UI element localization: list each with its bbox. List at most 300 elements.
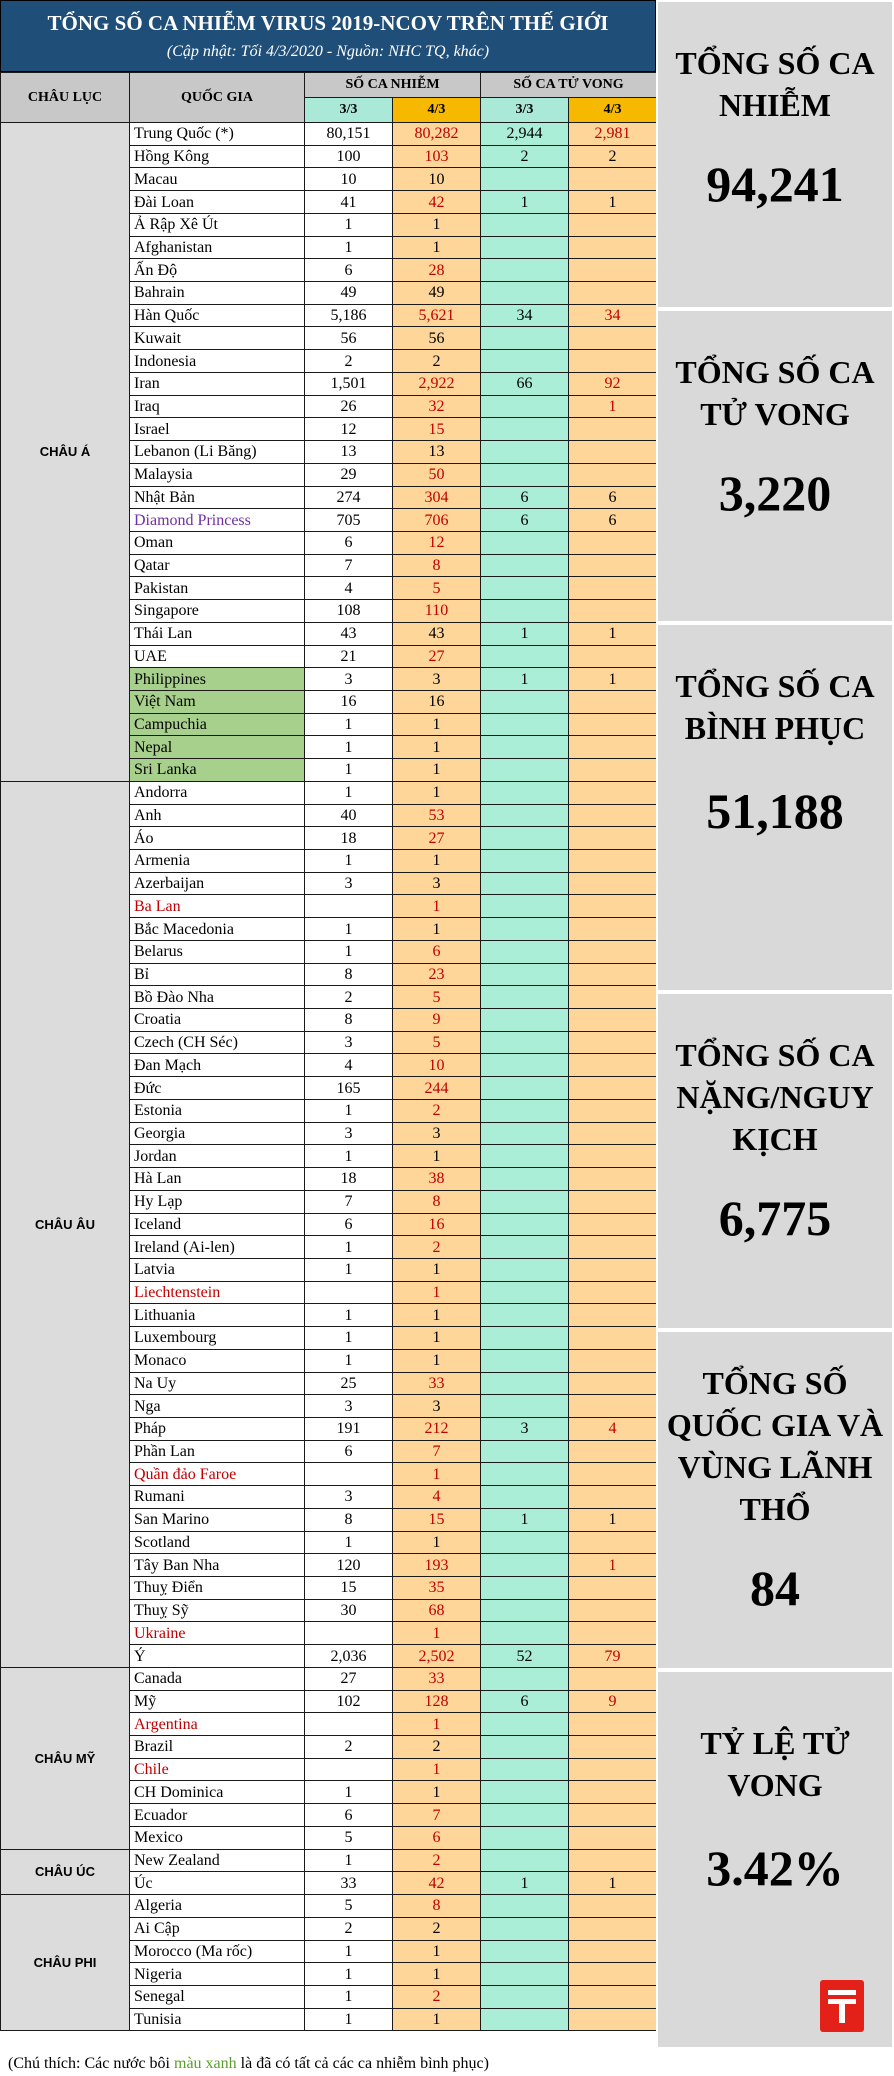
country-cell: Qatar — [130, 554, 305, 577]
cases-4-3-cell: 3 — [393, 1122, 481, 1145]
country-cell: Kuwait — [130, 327, 305, 350]
country-cell: UAE — [130, 645, 305, 668]
deaths-4-3-cell — [569, 1804, 657, 1827]
cases-4-3-cell: 2 — [393, 1236, 481, 1259]
cases-3-3-cell: 108 — [305, 600, 393, 623]
country-cell: Ý — [130, 1645, 305, 1668]
cases-4-3-cell: 1 — [393, 895, 481, 918]
cases-4-3-cell: 2 — [393, 1985, 481, 2008]
deaths-3-3-cell — [481, 1463, 569, 1486]
deaths-4-3-cell — [569, 1077, 657, 1100]
country-cell: San Marino — [130, 1508, 305, 1531]
cases-4-3-cell: 1 — [393, 1349, 481, 1372]
cases-4-3-cell: 1 — [393, 1258, 481, 1281]
header-deaths: SỐ CA TỬ VONG — [481, 73, 657, 98]
deaths-4-3-cell — [569, 872, 657, 895]
country-cell: Iraq — [130, 395, 305, 418]
cases-3-3-cell: 2 — [305, 1736, 393, 1759]
deaths-3-3-cell — [481, 918, 569, 941]
deaths-4-3-cell — [569, 1009, 657, 1032]
deaths-4-3-cell — [569, 713, 657, 736]
cases-3-3-cell: 5,186 — [305, 304, 393, 327]
deaths-3-3-cell — [481, 759, 569, 782]
stat-label: TỔNG SỐ QUỐC GIA VÀ VÙNG LÃNH THỔ — [666, 1365, 884, 1527]
deaths-3-3-cell — [481, 1826, 569, 1849]
deaths-4-3-cell: 1 — [569, 1508, 657, 1531]
deaths-4-3-cell — [569, 168, 657, 191]
deaths-3-3-cell: 34 — [481, 304, 569, 327]
stat-label: TỶ LỆ TỬ VONG — [700, 1725, 850, 1803]
cases-3-3-cell: 705 — [305, 509, 393, 532]
deaths-3-3-cell — [481, 1395, 569, 1418]
country-cell: Latvia — [130, 1258, 305, 1281]
country-cell: Czech (CH Séc) — [130, 1031, 305, 1054]
country-cell: Úc — [130, 1872, 305, 1895]
country-cell: Na Uy — [130, 1372, 305, 1395]
country-cell: Việt Nam — [130, 690, 305, 713]
deaths-4-3-cell — [569, 1099, 657, 1122]
cases-3-3-cell: 43 — [305, 622, 393, 645]
country-cell: Đức — [130, 1077, 305, 1100]
deaths-4-3-cell — [569, 963, 657, 986]
cases-3-3-cell: 1 — [305, 236, 393, 259]
header-cases-date1: 3/3 — [305, 98, 393, 123]
cases-4-3-cell: 28 — [393, 259, 481, 282]
continent-cell: CHÂU MỸ — [1, 1667, 130, 1849]
deaths-3-3-cell — [481, 327, 569, 350]
cases-4-3-cell: 7 — [393, 1440, 481, 1463]
cases-3-3-cell: 1 — [305, 1145, 393, 1168]
deaths-3-3-cell — [481, 1917, 569, 1940]
deaths-3-3-cell — [481, 827, 569, 850]
cases-4-3-cell: 244 — [393, 1077, 481, 1100]
cases-4-3-cell: 1 — [393, 236, 481, 259]
country-cell: Thuỵ Sỹ — [130, 1599, 305, 1622]
cases-3-3-cell: 1 — [305, 1531, 393, 1554]
deaths-4-3-cell — [569, 1190, 657, 1213]
country-cell: Malaysia — [130, 463, 305, 486]
deaths-4-3-cell — [569, 1963, 657, 1986]
cases-4-3-cell: 15 — [393, 1508, 481, 1531]
deaths-4-3-cell: 9 — [569, 1690, 657, 1713]
cases-4-3-cell: 5 — [393, 577, 481, 600]
deaths-3-3-cell — [481, 1349, 569, 1372]
deaths-3-3-cell: 3 — [481, 1417, 569, 1440]
deaths-3-3-cell — [481, 577, 569, 600]
cases-3-3-cell: 8 — [305, 963, 393, 986]
country-cell: Macau — [130, 168, 305, 191]
country-cell: Mexico — [130, 1826, 305, 1849]
country-cell: Belarus — [130, 940, 305, 963]
cases-4-3-cell: 1 — [393, 1940, 481, 1963]
deaths-3-3-cell — [481, 1963, 569, 1986]
deaths-4-3-cell — [569, 827, 657, 850]
country-cell: Thái Lan — [130, 622, 305, 645]
cases-4-3-cell: 56 — [393, 327, 481, 350]
header-cases: SỐ CA NHIỄM — [305, 73, 481, 98]
deaths-4-3-cell: 1 — [569, 1872, 657, 1895]
cases-3-3-cell: 1 — [305, 1781, 393, 1804]
deaths-3-3-cell: 52 — [481, 1645, 569, 1668]
cases-4-3-cell: 9 — [393, 1009, 481, 1032]
cases-4-3-cell: 8 — [393, 554, 481, 577]
deaths-4-3-cell — [569, 1849, 657, 1872]
deaths-3-3-cell — [481, 463, 569, 486]
deaths-3-3-cell — [481, 2008, 569, 2031]
deaths-4-3-cell: 79 — [569, 1645, 657, 1668]
deaths-4-3-cell — [569, 850, 657, 873]
stat-box — [656, 623, 894, 992]
footnote-green: màu xanh — [174, 2055, 237, 2072]
cases-3-3-cell: 1 — [305, 736, 393, 759]
deaths-4-3-cell: 1 — [569, 622, 657, 645]
deaths-3-3-cell — [481, 986, 569, 1009]
cases-4-3-cell: 12 — [393, 531, 481, 554]
deaths-3-3-cell — [481, 1327, 569, 1350]
country-cell: Tunisia — [130, 2008, 305, 2031]
deaths-4-3-cell — [569, 1213, 657, 1236]
header-country: QUỐC GIA — [130, 73, 305, 123]
country-cell: Ecuador — [130, 1804, 305, 1827]
cases-3-3-cell: 120 — [305, 1554, 393, 1577]
cases-4-3-cell: 2 — [393, 1099, 481, 1122]
cases-3-3-cell — [305, 1758, 393, 1781]
country-cell: Pakistan — [130, 577, 305, 600]
deaths-4-3-cell — [569, 350, 657, 373]
cases-3-3-cell: 165 — [305, 1077, 393, 1100]
table-row — [1, 1895, 657, 1918]
deaths-3-3-cell — [481, 1372, 569, 1395]
cases-4-3-cell: 13 — [393, 441, 481, 464]
deaths-3-3-cell — [481, 1077, 569, 1100]
cases-4-3-cell: 1 — [393, 1531, 481, 1554]
country-cell: Azerbaijan — [130, 872, 305, 895]
country-cell: Phần Lan — [130, 1440, 305, 1463]
country-cell: Đan Mạch — [130, 1054, 305, 1077]
cases-3-3-cell: 6 — [305, 531, 393, 554]
cases-4-3-cell: 1 — [393, 213, 481, 236]
deaths-4-3-cell — [569, 1940, 657, 1963]
cases-4-3-cell: 23 — [393, 963, 481, 986]
country-cell: Diamond Princess — [130, 509, 305, 532]
cases-3-3-cell: 1 — [305, 213, 393, 236]
continent-cell: CHÂU ÂU — [1, 781, 130, 1667]
cases-3-3-cell: 2 — [305, 986, 393, 1009]
deaths-4-3-cell — [569, 804, 657, 827]
country-cell: Hồng Kông — [130, 145, 305, 168]
country-cell: Singapore — [130, 600, 305, 623]
country-cell: Georgia — [130, 1122, 305, 1145]
deaths-4-3-cell — [569, 1599, 657, 1622]
deaths-3-3-cell — [481, 1054, 569, 1077]
stat-box — [656, 1330, 894, 1670]
cases-4-3-cell: 10 — [393, 1054, 481, 1077]
deaths-3-3-cell — [481, 1304, 569, 1327]
deaths-4-3-cell: 92 — [569, 372, 657, 395]
cases-4-3-cell: 1 — [393, 736, 481, 759]
cases-4-3-cell: 1 — [393, 1713, 481, 1736]
deaths-3-3-cell: 1 — [481, 1872, 569, 1895]
deaths-3-3-cell — [481, 1804, 569, 1827]
deaths-4-3-cell: 1 — [569, 1554, 657, 1577]
header-deaths-date1: 3/3 — [481, 98, 569, 123]
cases-4-3-cell: 80,282 — [393, 123, 481, 146]
cases-3-3-cell: 33 — [305, 1872, 393, 1895]
deaths-3-3-cell — [481, 963, 569, 986]
country-cell: Mỹ — [130, 1690, 305, 1713]
country-cell: Áo — [130, 827, 305, 850]
country-cell: Chile — [130, 1758, 305, 1781]
country-cell: Ukraine — [130, 1622, 305, 1645]
deaths-4-3-cell: 34 — [569, 304, 657, 327]
deaths-3-3-cell: 1 — [481, 191, 569, 214]
deaths-3-3-cell: 1 — [481, 668, 569, 691]
cases-4-3-cell: 49 — [393, 282, 481, 305]
deaths-3-3-cell — [481, 1486, 569, 1509]
cases-3-3-cell: 2,036 — [305, 1645, 393, 1668]
deaths-4-3-cell — [569, 759, 657, 782]
deaths-4-3-cell — [569, 1531, 657, 1554]
cases-4-3-cell: 32 — [393, 395, 481, 418]
deaths-4-3-cell: 2,981 — [569, 123, 657, 146]
deaths-4-3-cell — [569, 531, 657, 554]
deaths-3-3-cell — [481, 1440, 569, 1463]
country-cell: Tây Ban Nha — [130, 1554, 305, 1577]
cases-4-3-cell: 42 — [393, 1872, 481, 1895]
cases-3-3-cell: 41 — [305, 191, 393, 214]
country-cell: Rumani — [130, 1486, 305, 1509]
cases-4-3-cell: 212 — [393, 1417, 481, 1440]
deaths-4-3-cell — [569, 940, 657, 963]
deaths-4-3-cell — [569, 1168, 657, 1191]
deaths-4-3-cell — [569, 441, 657, 464]
country-cell: Philippines — [130, 668, 305, 691]
cases-3-3-cell: 6 — [305, 259, 393, 282]
cases-3-3-cell — [305, 1622, 393, 1645]
cases-4-3-cell: 27 — [393, 827, 481, 850]
cases-4-3-cell: 4 — [393, 1486, 481, 1509]
country-cell: Campuchia — [130, 713, 305, 736]
cases-3-3-cell: 3 — [305, 872, 393, 895]
cases-3-3-cell: 3 — [305, 1122, 393, 1145]
deaths-4-3-cell — [569, 1349, 657, 1372]
cases-3-3-cell: 4 — [305, 1054, 393, 1077]
country-cell: Đài Loan — [130, 191, 305, 214]
deaths-4-3-cell — [569, 259, 657, 282]
cases-4-3-cell: 1 — [393, 781, 481, 804]
cases-3-3-cell — [305, 1281, 393, 1304]
deaths-3-3-cell — [481, 940, 569, 963]
cases-3-3-cell: 274 — [305, 486, 393, 509]
cases-4-3-cell: 68 — [393, 1599, 481, 1622]
deaths-3-3-cell — [481, 554, 569, 577]
cases-4-3-cell: 5,621 — [393, 304, 481, 327]
cases-4-3-cell: 42 — [393, 191, 481, 214]
cases-4-3-cell: 2 — [393, 1736, 481, 1759]
country-cell: Luxembourg — [130, 1327, 305, 1350]
country-cell: Lebanon (Li Băng) — [130, 441, 305, 464]
cases-3-3-cell: 25 — [305, 1372, 393, 1395]
country-cell: Liechtenstein — [130, 1281, 305, 1304]
cases-3-3-cell: 13 — [305, 441, 393, 464]
cases-3-3-cell: 1 — [305, 1327, 393, 1350]
cases-3-3-cell: 26 — [305, 395, 393, 418]
cases-4-3-cell: 304 — [393, 486, 481, 509]
deaths-4-3-cell — [569, 1031, 657, 1054]
country-cell: Jordan — [130, 1145, 305, 1168]
deaths-3-3-cell — [481, 1258, 569, 1281]
deaths-4-3-cell: 6 — [569, 486, 657, 509]
deaths-3-3-cell — [481, 1622, 569, 1645]
country-cell: Algeria — [130, 1895, 305, 1918]
country-cell: Afghanistan — [130, 236, 305, 259]
deaths-4-3-cell: 1 — [569, 668, 657, 691]
deaths-4-3-cell — [569, 1327, 657, 1350]
deaths-3-3-cell — [481, 1758, 569, 1781]
deaths-4-3-cell — [569, 1258, 657, 1281]
cases-4-3-cell: 1 — [393, 1758, 481, 1781]
deaths-4-3-cell — [569, 781, 657, 804]
country-cell: Pháp — [130, 1417, 305, 1440]
country-cell: CH Dominica — [130, 1781, 305, 1804]
deaths-3-3-cell — [481, 1849, 569, 1872]
deaths-4-3-cell — [569, 1895, 657, 1918]
stat-value: 3,220 — [718, 465, 832, 521]
cases-4-3-cell: 706 — [393, 509, 481, 532]
stat-value: 6,775 — [718, 1190, 832, 1246]
cases-4-3-cell: 35 — [393, 1577, 481, 1600]
cases-4-3-cell: 8 — [393, 1190, 481, 1213]
country-cell: Bỉ — [130, 963, 305, 986]
cases-4-3-cell: 1 — [393, 713, 481, 736]
cases-3-3-cell: 29 — [305, 463, 393, 486]
deaths-3-3-cell — [481, 1145, 569, 1168]
deaths-3-3-cell — [481, 872, 569, 895]
cases-3-3-cell: 191 — [305, 1417, 393, 1440]
deaths-4-3-cell — [569, 1372, 657, 1395]
header-continent: CHÂU LỤC — [1, 73, 130, 123]
cases-3-3-cell: 1 — [305, 1099, 393, 1122]
cases-4-3-cell: 3 — [393, 872, 481, 895]
cases-3-3-cell: 49 — [305, 282, 393, 305]
country-cell: Bồ Đào Nha — [130, 986, 305, 1009]
table-body — [1, 123, 657, 2031]
deaths-4-3-cell — [569, 1577, 657, 1600]
deaths-3-3-cell — [481, 1281, 569, 1304]
cases-3-3-cell: 6 — [305, 1440, 393, 1463]
cases-3-3-cell: 2 — [305, 350, 393, 373]
cases-3-3-cell: 2 — [305, 1917, 393, 1940]
deaths-3-3-cell: 6 — [481, 1690, 569, 1713]
country-cell: Trung Quốc (*) — [130, 123, 305, 146]
deaths-4-3-cell — [569, 213, 657, 236]
deaths-3-3-cell — [481, 1122, 569, 1145]
deaths-4-3-cell: 1 — [569, 191, 657, 214]
cases-4-3-cell: 6 — [393, 940, 481, 963]
cases-3-3-cell: 5 — [305, 1826, 393, 1849]
cases-4-3-cell: 38 — [393, 1168, 481, 1191]
cases-3-3-cell: 18 — [305, 827, 393, 850]
deaths-4-3-cell — [569, 2008, 657, 2031]
deaths-4-3-cell — [569, 1304, 657, 1327]
deaths-4-3-cell: 4 — [569, 1417, 657, 1440]
stats-panel — [656, 0, 894, 2049]
cases-4-3-cell: 103 — [393, 145, 481, 168]
stat-box — [656, 0, 894, 309]
deaths-3-3-cell — [481, 1531, 569, 1554]
country-cell: Iceland — [130, 1213, 305, 1236]
cases-3-3-cell: 3 — [305, 1395, 393, 1418]
deaths-3-3-cell: 1 — [481, 622, 569, 645]
deaths-4-3-cell — [569, 554, 657, 577]
cases-3-3-cell: 1 — [305, 850, 393, 873]
header-cases-date2: 4/3 — [393, 98, 481, 123]
cases-4-3-cell: 1 — [393, 1963, 481, 1986]
deaths-3-3-cell — [481, 1031, 569, 1054]
cases-3-3-cell: 16 — [305, 690, 393, 713]
country-cell: Nga — [130, 1395, 305, 1418]
cases-3-3-cell: 1 — [305, 1304, 393, 1327]
deaths-3-3-cell — [481, 441, 569, 464]
cases-4-3-cell: 1 — [393, 759, 481, 782]
deaths-3-3-cell: 2,944 — [481, 123, 569, 146]
country-cell: Andorra — [130, 781, 305, 804]
deaths-4-3-cell — [569, 1713, 657, 1736]
cases-4-3-cell: 7 — [393, 1804, 481, 1827]
deaths-4-3-cell — [569, 1463, 657, 1486]
deaths-4-3-cell — [569, 645, 657, 668]
cases-3-3-cell: 1 — [305, 940, 393, 963]
cases-4-3-cell: 1 — [393, 850, 481, 873]
deaths-3-3-cell — [481, 1168, 569, 1191]
deaths-3-3-cell — [481, 713, 569, 736]
cases-3-3-cell: 102 — [305, 1690, 393, 1713]
deaths-4-3-cell — [569, 1622, 657, 1645]
cases-3-3-cell: 8 — [305, 1009, 393, 1032]
continent-cell: CHÂU PHI — [1, 1895, 130, 2031]
deaths-3-3-cell — [481, 850, 569, 873]
cases-3-3-cell: 1 — [305, 713, 393, 736]
cases-4-3-cell: 1 — [393, 1327, 481, 1350]
deaths-4-3-cell — [569, 1281, 657, 1304]
cases-3-3-cell: 1 — [305, 1349, 393, 1372]
stat-box — [656, 992, 894, 1330]
country-cell: Lithuania — [130, 1304, 305, 1327]
country-cell: Hà Lan — [130, 1168, 305, 1191]
deaths-4-3-cell — [569, 463, 657, 486]
cases-4-3-cell: 6 — [393, 1826, 481, 1849]
deaths-4-3-cell — [569, 1440, 657, 1463]
country-cell: Israel — [130, 418, 305, 441]
deaths-3-3-cell — [481, 395, 569, 418]
cases-4-3-cell: 1 — [393, 1781, 481, 1804]
deaths-3-3-cell — [481, 1190, 569, 1213]
deaths-3-3-cell: 66 — [481, 372, 569, 395]
deaths-3-3-cell — [481, 1009, 569, 1032]
cases-3-3-cell: 3 — [305, 668, 393, 691]
cases-4-3-cell: 1 — [393, 918, 481, 941]
deaths-3-3-cell — [481, 168, 569, 191]
country-cell: Canada — [130, 1667, 305, 1690]
country-cell: Hy Lạp — [130, 1190, 305, 1213]
table-row — [1, 1849, 657, 1872]
deaths-4-3-cell — [569, 1145, 657, 1168]
stat-value: 84 — [750, 1560, 800, 1616]
country-cell: Argentina — [130, 1713, 305, 1736]
cases-4-3-cell: 110 — [393, 600, 481, 623]
country-cell: Sri Lanka — [130, 759, 305, 782]
deaths-4-3-cell — [569, 1736, 657, 1759]
